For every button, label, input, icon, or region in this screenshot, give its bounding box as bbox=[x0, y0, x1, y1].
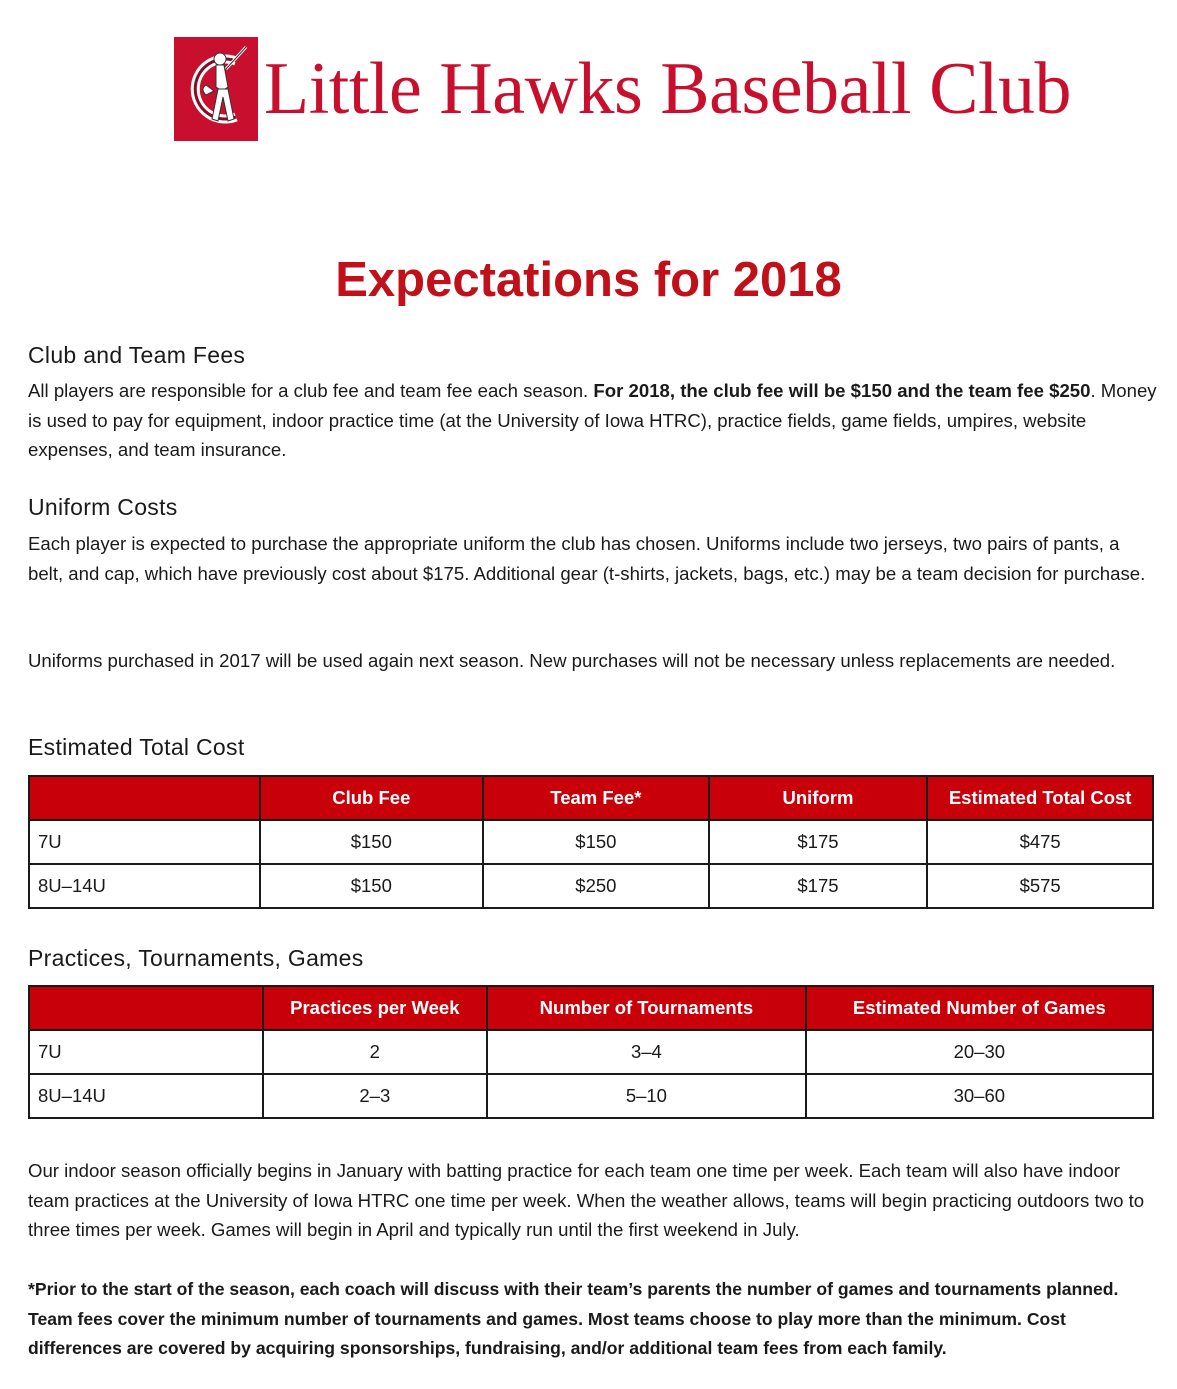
cost-cell: $475 bbox=[927, 820, 1153, 864]
club-name: Little Hawks Baseball Club bbox=[264, 48, 1072, 130]
uniform-paragraph-2: Uniforms purchased in 2017 will be used again next season. New purchases will not be necessary unless replacements are needed. bbox=[28, 650, 1116, 671]
baseball-player-logo-icon bbox=[176, 39, 256, 139]
games-header-tournaments: Number of Tournaments bbox=[487, 986, 805, 1030]
cost-table-header-row bbox=[29, 776, 1153, 820]
cost-header-team-fee: Team Fee* bbox=[483, 776, 709, 820]
cost-header-total: Estimated Total Cost bbox=[927, 776, 1153, 820]
club-logo bbox=[174, 37, 258, 141]
cost-header-uniform: Uniform bbox=[709, 776, 928, 820]
games-header-practices: Practices per Week bbox=[263, 986, 488, 1030]
cost-cell: $150 bbox=[260, 820, 484, 864]
cost-table bbox=[28, 775, 1154, 909]
games-row-label: 8U–14U bbox=[29, 1074, 263, 1118]
uniform-heading: Uniform Costs bbox=[28, 494, 178, 520]
fees-heading: Club and Team Fees bbox=[28, 342, 246, 368]
club-header bbox=[174, 36, 1071, 142]
cost-cell: $175 bbox=[709, 820, 928, 864]
games-table-header-row bbox=[29, 986, 1153, 1030]
season-paragraph: Our indoor season officially begins in January with batting practice for each team one time per week. Each team will also have indoor team practices at the University of Iowa HTRC one time per week. When the weather allows, teams will begin practicing outdoors two to three times per week. Games will begin in April and typically run until the first weekend in July. bbox=[28, 1160, 1145, 1240]
page-title: Expectations for 2018 bbox=[335, 253, 842, 307]
games-cell: 2 bbox=[263, 1030, 488, 1074]
cost-cell: $575 bbox=[927, 864, 1153, 908]
games-cell: 3–4 bbox=[487, 1030, 805, 1074]
games-cell: 2–3 bbox=[263, 1074, 488, 1118]
games-cell: 5–10 bbox=[487, 1074, 805, 1118]
cost-header-blank bbox=[29, 776, 260, 820]
cost-heading: Estimated Total Cost bbox=[28, 734, 245, 760]
fees-text-bold: For 2018, the club fee will be $150 and the team fee $250 bbox=[593, 380, 1091, 401]
cost-row-label: 8U–14U bbox=[29, 864, 260, 908]
cost-cell: $150 bbox=[483, 820, 709, 864]
games-heading: Practices, Tournaments, Games bbox=[28, 945, 364, 971]
cost-cell: $250 bbox=[483, 864, 709, 908]
table-row bbox=[29, 820, 1153, 864]
games-header-blank bbox=[29, 986, 263, 1030]
cost-header-club-fee: Club Fee bbox=[260, 776, 484, 820]
games-cell: 30–60 bbox=[806, 1074, 1153, 1118]
footnote-paragraph: *Prior to the start of the season, each coach will discuss with their team’s parents the number of games and tournaments planned. Team fees cover the minimum number of tournaments and games. Most teams choose to play more than the minimum. Cost differences are covered by acquiring sponsorships, fundraising, and/or additional team fees from each family. bbox=[28, 1279, 1119, 1358]
cost-cell: $175 bbox=[709, 864, 928, 908]
cost-cell: $150 bbox=[260, 864, 484, 908]
cost-row-label: 7U bbox=[29, 820, 260, 864]
uniform-paragraph-1: Each player is expected to purchase the appropriate uniform the club has chosen. Uniforms include two jerseys, two pairs of pants, a belt, and cap, which have previously cost about $175. Additional gear (t-shirts, jackets, bags, etc.) may be a team decision for purchase. bbox=[28, 533, 1146, 584]
fees-paragraph bbox=[28, 376, 1158, 465]
games-header-games: Estimated Number of Games bbox=[806, 986, 1153, 1030]
games-cell: 20–30 bbox=[806, 1030, 1153, 1074]
table-row bbox=[29, 1030, 1153, 1074]
table-row bbox=[29, 1074, 1153, 1118]
fees-text-before: All players are responsible for a club fee and team fee each season. bbox=[28, 380, 594, 401]
fees-text-after: . Money is used to pay for equipment, indoor practice time (at the University of Iowa HTRC), practice fields, game fields, umpires, website expenses, and team insurance. bbox=[28, 380, 1157, 460]
games-table bbox=[28, 985, 1154, 1119]
table-row bbox=[29, 864, 1153, 908]
games-row-label: 7U bbox=[29, 1030, 263, 1074]
